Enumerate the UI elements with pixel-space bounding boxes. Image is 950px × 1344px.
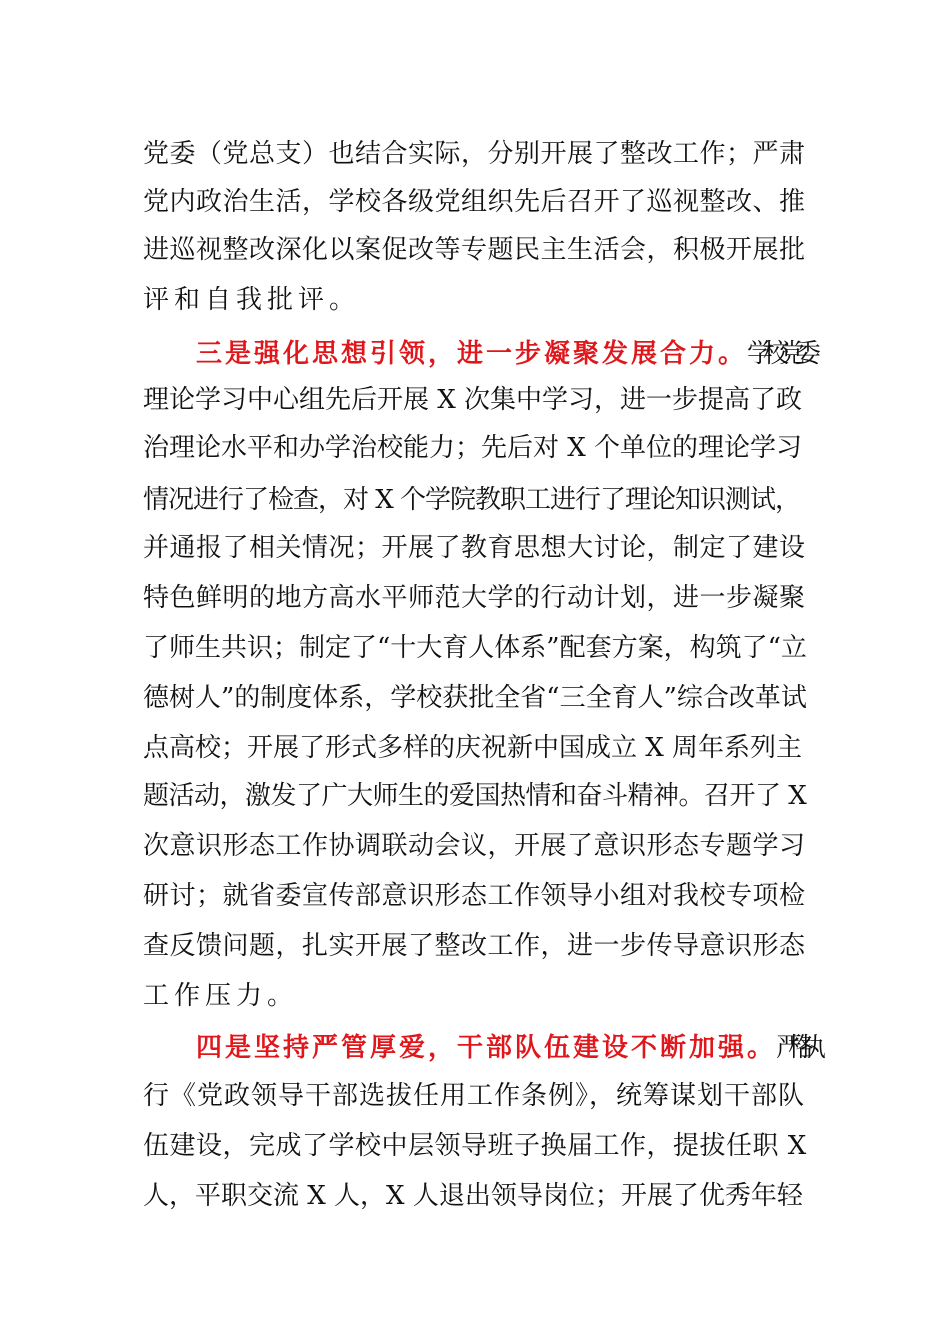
paragraph-line: 研讨；就省委宣传部意识形态工作领导小组对我校专项检 (143, 881, 806, 911)
paragraph-line: 查反馈问题，扎实开展了整改工作，进一步传导意识形态 (143, 931, 806, 961)
paragraph-line: 人，平职交流 X 人，X 人退出领导岗位；开展了优秀年轻 (143, 1181, 803, 1211)
paragraph-line: 次意识形态工作协调联动会议，开展了意识形态专题学习 (143, 831, 806, 861)
paragraph-line: 进巡视整改深化以案促改等专题民主生活会，积极开展批 (143, 235, 806, 265)
paragraph-line: 党委（党总支）也结合实际，分别开展了整改工作；严肃 (143, 139, 806, 169)
paragraph-line: 德树人”的制度体系，学校获批全省“三全育人”综合改革试 (143, 683, 807, 713)
paragraph-line: 治理论水平和办学治校能力；先后对 X 个单位的理论学习 (143, 433, 803, 463)
paragraph-line: 行《党政领导干部选拔任用工作条例》，统筹谋划干部队 (143, 1081, 806, 1111)
paragraph-line: 情况进行了检查，对 X 个学院教职工进行了理论知识测试， (143, 485, 801, 515)
paragraph-line: 题活动，激发了广大师生的爱国热情和奋斗精神。召开了 X (143, 781, 807, 811)
paragraph-line: 了师生共识；制定了“十大育人体系”配套方案，构筑了“立 (143, 633, 807, 663)
paragraph-4-first-line-rest: 严格执 (776, 1033, 813, 1063)
paragraph-line: 点高校；开展了形式多样的庆祝新中国成立 X 周年系列主 (143, 733, 803, 763)
paragraph-3-first-line-rest: 学校党委 (747, 339, 812, 369)
paragraph-4-first-line (196, 1031, 812, 1065)
paragraph-line: 理论学习中心组先后开展 X 次集中学习，进一步提高了政 (143, 385, 803, 415)
paragraph-line: 工作压力。 (143, 981, 299, 1011)
paragraph-line: 评和自我批评。 (143, 285, 361, 315)
paragraph-4-heading: 四是坚持严管厚爱，干部队伍建设不断加强。 (196, 1033, 777, 1063)
paragraph-line: 伍建设，完成了学校中层领导班子换届工作，提拔任职 X (143, 1131, 807, 1161)
paragraph-3-heading: 三是强化思想引领，进一步凝聚发展合力。 (196, 339, 748, 369)
paragraph-line: 党内政治生活，学校各级党组织先后召开了巡视整改、推 (143, 187, 806, 217)
paragraph-3-first-line (196, 337, 811, 371)
paragraph-line: 特色鲜明的地方高水平师范大学的行动计划，进一步凝聚 (143, 583, 806, 613)
paragraph-line: 并通报了相关情况；开展了教育思想大讨论，制定了建设 (143, 533, 806, 563)
